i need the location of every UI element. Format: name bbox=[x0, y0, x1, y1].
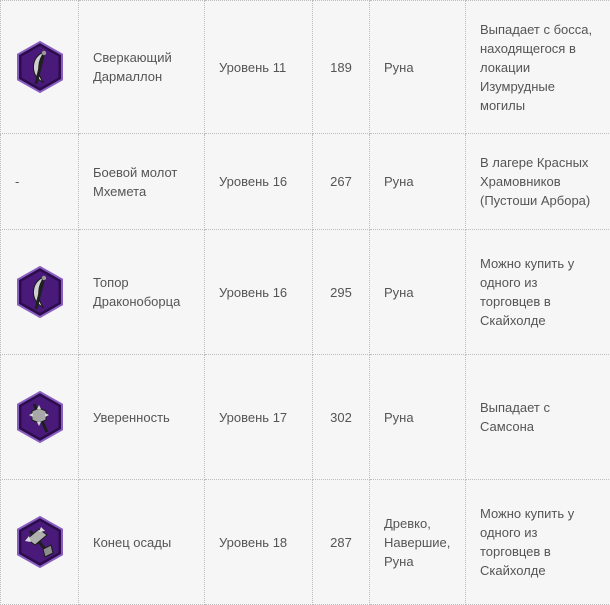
weapon-price: 189 bbox=[313, 1, 370, 134]
weapon-slot: Руна bbox=[370, 230, 466, 355]
weapon-slot: Руна bbox=[370, 355, 466, 480]
weapon-icon-cell bbox=[1, 1, 79, 134]
spiked-mace-icon bbox=[15, 390, 65, 444]
weapon-icon-cell bbox=[1, 480, 79, 605]
weapon-source: Можно купить у одного из торговцев в Скайхолде bbox=[466, 480, 610, 605]
weapon-price: 302 bbox=[313, 355, 370, 480]
weapon-name: Боевой молот Мхемета bbox=[79, 134, 205, 230]
weapon-level: Уровень 16 bbox=[205, 134, 313, 230]
siege-hammer-icon bbox=[15, 515, 65, 569]
table-row bbox=[1, 134, 610, 230]
crescent-axe-icon bbox=[15, 265, 65, 319]
weapon-source: Можно купить у одного из торговцев в Скайхолде bbox=[466, 230, 610, 355]
icon-placeholder: - bbox=[15, 174, 19, 189]
weapon-name: Уверенность bbox=[79, 355, 205, 480]
weapon-price: 287 bbox=[313, 480, 370, 605]
table-row bbox=[1, 480, 610, 605]
weapon-level: Уровень 17 bbox=[205, 355, 313, 480]
weapon-slot: Руна bbox=[370, 134, 466, 230]
weapon-slot: Руна bbox=[370, 1, 466, 134]
weapon-price: 295 bbox=[313, 230, 370, 355]
weapon-level: Уровень 16 bbox=[205, 230, 313, 355]
weapon-name: Сверкающий Дармаллон bbox=[79, 1, 205, 134]
table-row bbox=[1, 1, 610, 134]
table-row bbox=[1, 230, 610, 355]
weapon-level: Уровень 18 bbox=[205, 480, 313, 605]
weapon-icon-cell bbox=[1, 355, 79, 480]
weapon-icon-cell bbox=[1, 134, 79, 230]
weapon-level: Уровень 11 bbox=[205, 1, 313, 134]
weapon-price: 267 bbox=[313, 134, 370, 230]
weapon-source: Выпадает с босса, находящегося в локации Изумрудные могилы bbox=[466, 1, 610, 134]
weapon-slot: Древко, Навершие, Руна bbox=[370, 480, 466, 605]
weapon-source: В лагере Красных Храмовников (Пустоши Арбора) bbox=[466, 134, 610, 230]
weapon-name: Топор Драконоборца bbox=[79, 230, 205, 355]
weapon-name: Конец осады bbox=[79, 480, 205, 605]
crescent-axe-icon bbox=[15, 40, 65, 94]
weapon-source: Выпадает с Самсона bbox=[466, 355, 610, 480]
weapon-icon-cell bbox=[1, 230, 79, 355]
table-row bbox=[1, 355, 610, 480]
